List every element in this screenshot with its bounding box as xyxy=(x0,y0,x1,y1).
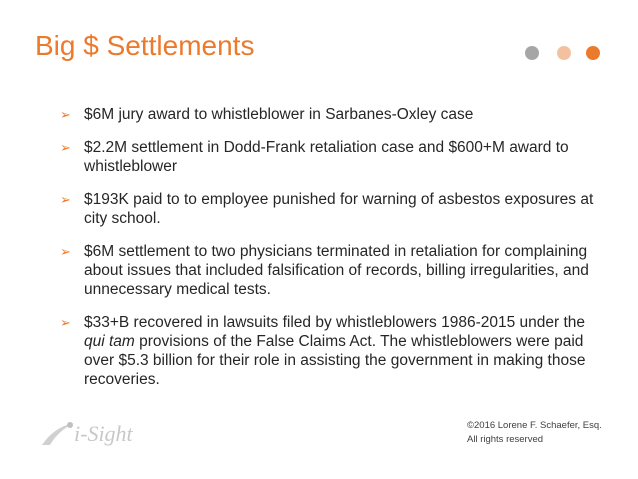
bullet-text: $193K paid to to employee punished for warning of asbestos exposures at city school. xyxy=(84,191,594,227)
bullet-item xyxy=(60,138,600,176)
bullet-text-part: $33+B recovered in lawsuits filed by whistleblowers 1986-2015 under the xyxy=(84,314,586,331)
arrow-bullet-icon: ➢ xyxy=(60,315,71,330)
bullet-text: $6M jury award to whistleblower in Sarbanes-Oxley case xyxy=(84,106,474,123)
logo-text: i-Sight xyxy=(74,421,133,446)
copyright-notice xyxy=(467,419,602,447)
bullet-text: $2.2M settlement in Dodd-Frank retaliation case and $600+M award to whistleblower xyxy=(84,139,569,175)
bullet-list xyxy=(60,105,600,403)
bullet-text: $6M settlement to two physicians terminated in retaliation for complaining about issues that included falsification of records, billing irregularities, and unnecessary medical tests. xyxy=(84,243,589,298)
bullet-text-part: provisions of the False Claims Act. The whistleblowers were paid over $5.3 billion for their role in assisting the government in making those recoveries. xyxy=(84,333,586,388)
rights-line: All rights reserved xyxy=(467,434,544,445)
dot-orange-icon xyxy=(586,46,600,60)
copyright-line: ©2016 Lorene F. Schaefer, Esq. xyxy=(467,420,602,431)
bullet-text-italic: qui tam xyxy=(84,333,135,350)
arrow-bullet-icon: ➢ xyxy=(60,244,71,259)
slide-title: Big $ Settlements xyxy=(35,30,255,61)
arrow-bullet-icon: ➢ xyxy=(60,107,71,122)
decorative-dots xyxy=(525,46,605,62)
bullet-item xyxy=(60,313,600,389)
bullet-text xyxy=(84,314,585,388)
arrow-bullet-icon: ➢ xyxy=(60,140,71,155)
bullet-item xyxy=(60,105,600,124)
bullet-item xyxy=(60,190,600,228)
arrow-bullet-icon: ➢ xyxy=(60,192,71,207)
dot-gray-icon xyxy=(525,46,539,60)
dot-light-orange-icon xyxy=(557,46,571,60)
isight-logo xyxy=(40,419,160,449)
bullet-item xyxy=(60,242,600,299)
